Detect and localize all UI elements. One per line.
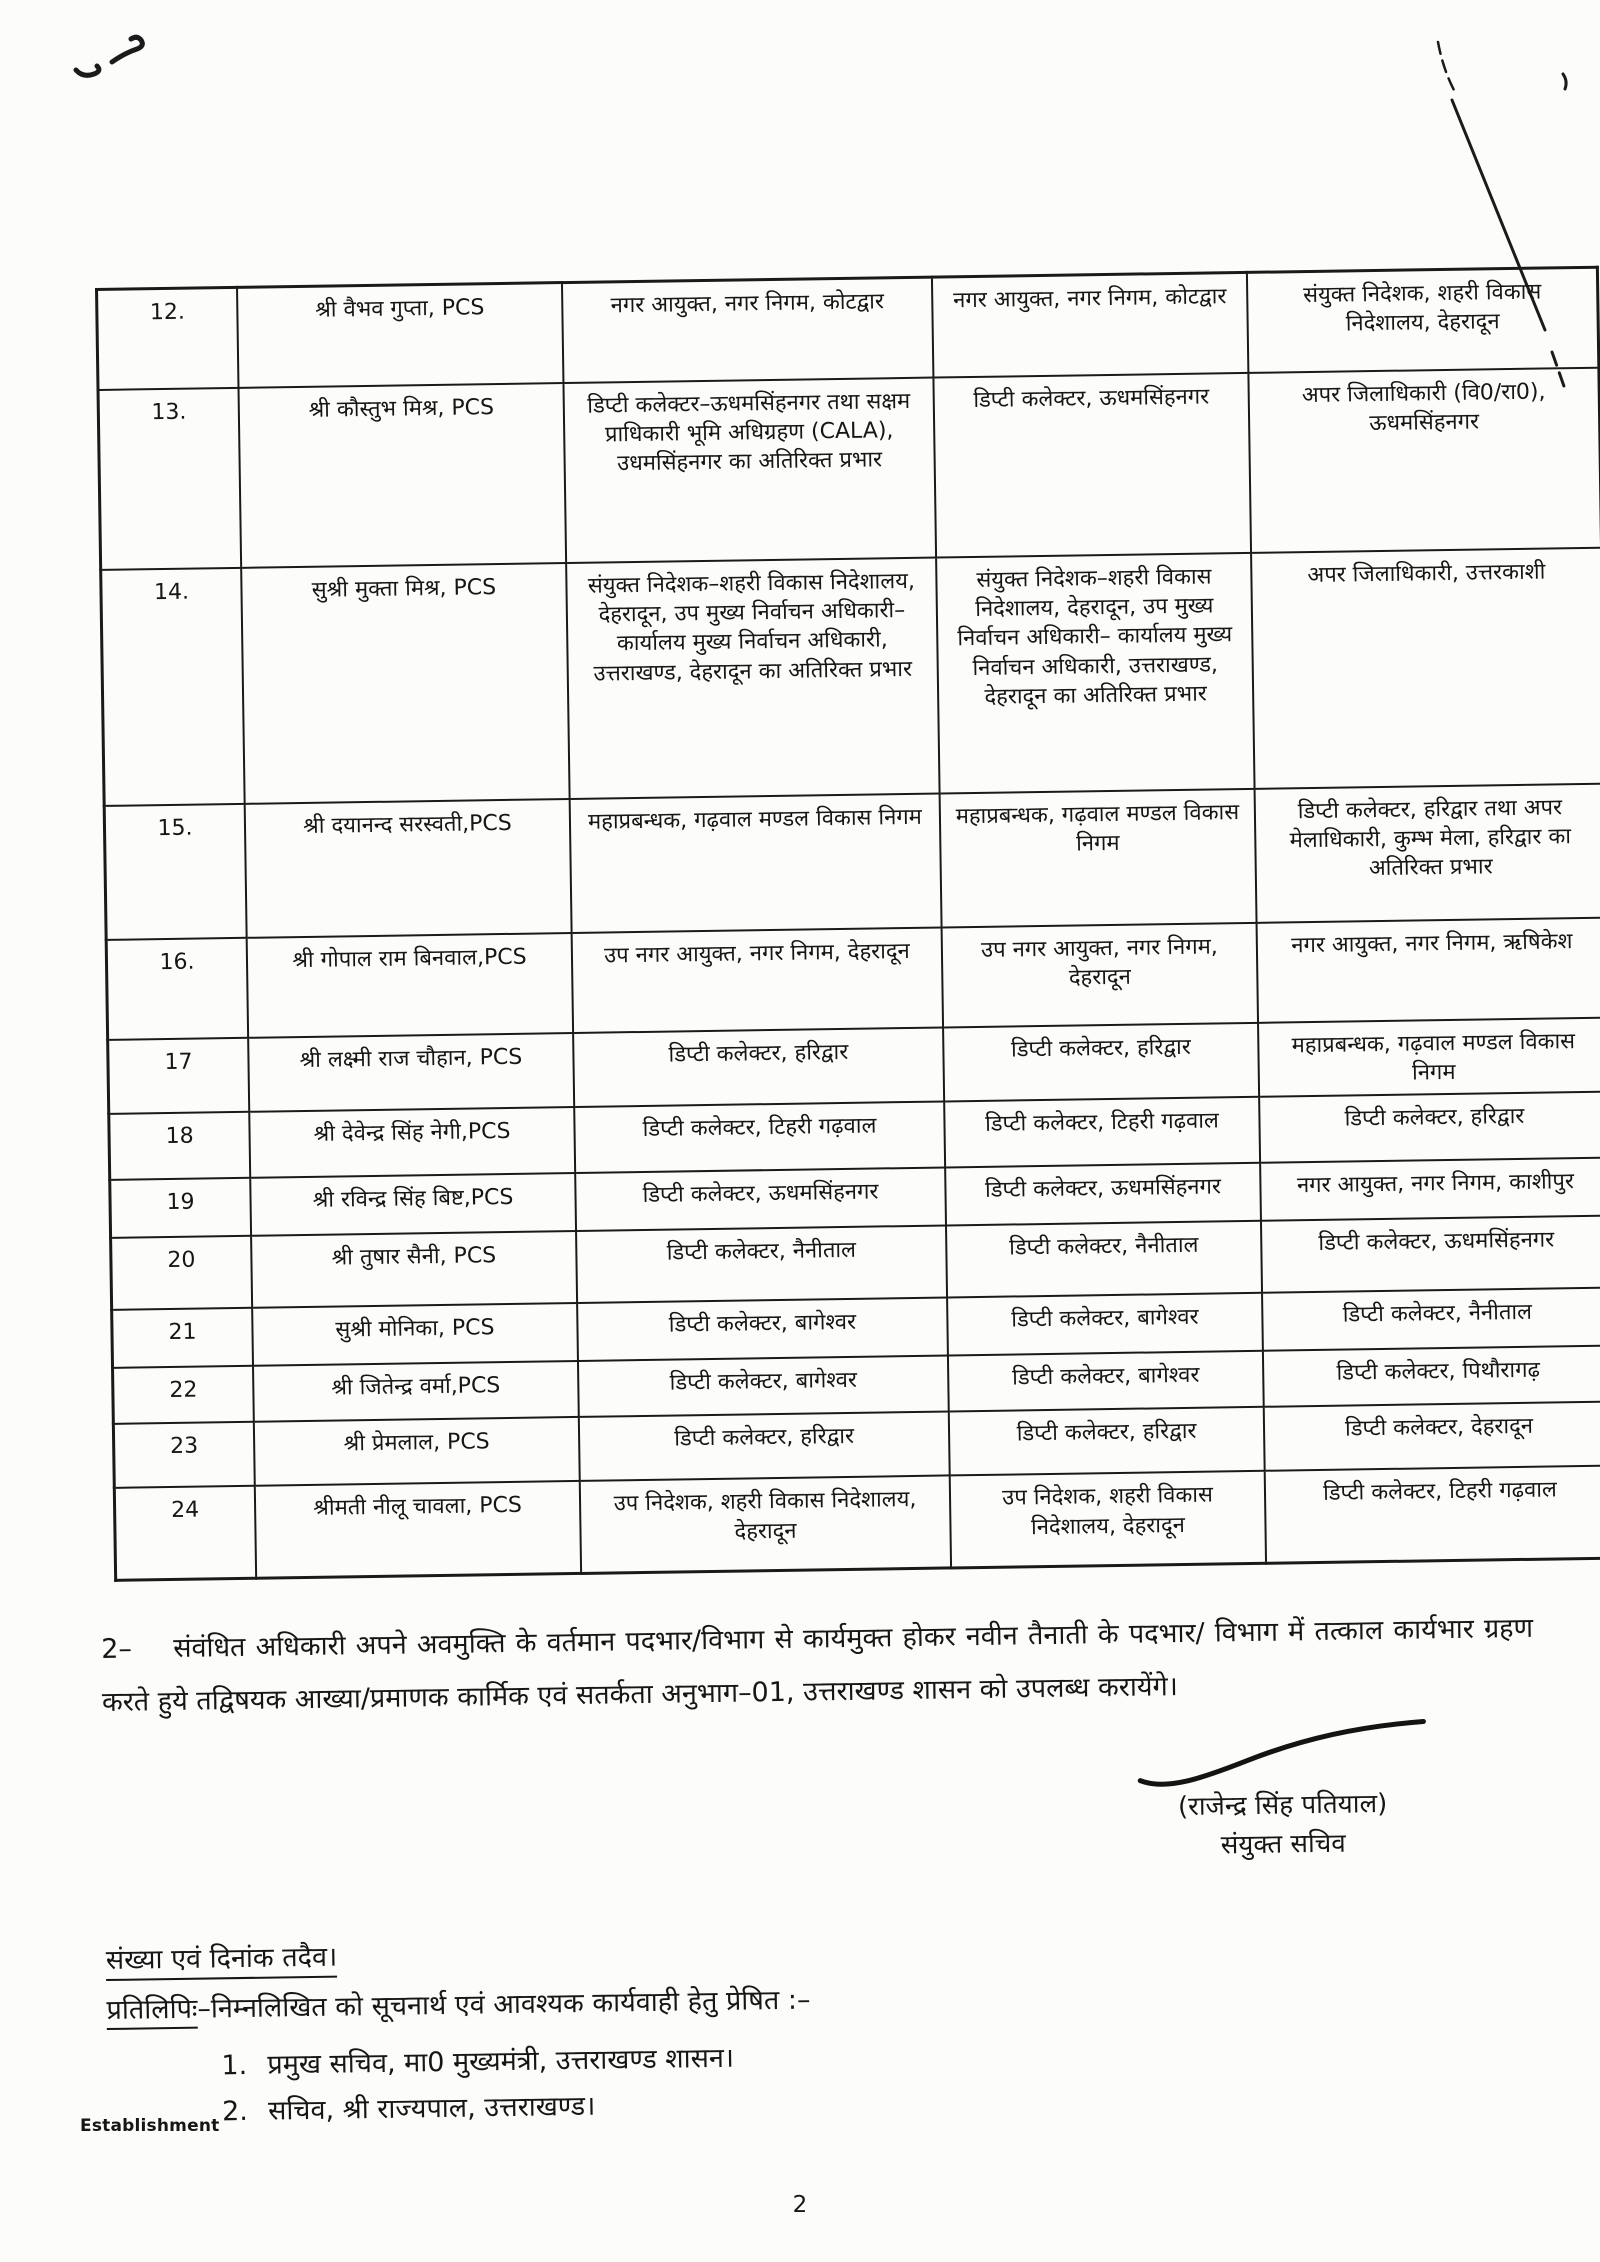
relieved-post-cell: महाप्रबन्धक, गढ़वाल मण्डल विकास निगम — [940, 788, 1257, 927]
officer-name-cell: श्रीमती नीलू चावला, PCS — [255, 1481, 581, 1578]
officer-name-cell: श्री लक्ष्मी राज चौहान, PCS — [248, 1032, 574, 1112]
relieved-post-cell: डिप्टी कलेक्टर, नैनीताल — [946, 1221, 1262, 1298]
current-post-cell: डिप्टी कलेक्टर, नैनीताल — [576, 1226, 947, 1303]
serial-cell: 13. — [98, 387, 241, 569]
current-post-cell: उप निदेशक, शहरी विकास निदेशालय, देहरादून — [580, 1476, 951, 1573]
table-row — [98, 367, 1600, 569]
new-post-cell: डिप्टी कलेक्टर, ऊधमसिंहनगर — [1261, 1216, 1600, 1293]
signature-block — [1116, 1714, 1448, 1867]
establishment-label: Establishment — [80, 2116, 220, 2136]
serial-cell: 20 — [111, 1236, 253, 1310]
current-post-cell: महाप्रबन्धक, गढ़वाल मण्डल विकास निगम — [570, 793, 942, 932]
relieved-post-cell: डिप्टी कलेक्टर, ऊधमसिंहनगर — [945, 1163, 1261, 1226]
new-post-cell: डिप्टी कलेक्टर, देहरादून — [1264, 1402, 1600, 1471]
serial-cell: 16. — [106, 937, 248, 1039]
current-post-cell: नगर आयुक्त, नगर निगम, कोटद्वार — [562, 277, 933, 382]
new-post-cell: नगर आयुक्त, नगर निगम, ऋषिकेश — [1257, 917, 1600, 1022]
table-row — [101, 547, 1600, 805]
officer-name-cell: श्री देवेन्द्र सिंह नेगी,PCS — [249, 1107, 575, 1178]
list-item-text: सचिव, श्री राज्यपाल, उत्तराखण्ड। — [267, 2090, 596, 2127]
officer-name-cell: श्री रविन्द्र सिंह बिष्ट,PCS — [250, 1173, 576, 1236]
new-post-cell: डिप्टी कलेक्टर, हरिद्वार तथा अपर मेलाधिकारी, कुम्भ मेला, हरिद्वार का अतिरिक्त प्रभार — [1255, 783, 1600, 922]
signatory-designation: संयुक्त सचिव — [1220, 1828, 1346, 1861]
serial-cell: 23 — [113, 1422, 254, 1488]
serial-cell: 17 — [108, 1037, 250, 1114]
list-item-number: 2. — [221, 2096, 249, 2128]
serial-cell: 12. — [97, 287, 239, 389]
new-post-cell: नगर आयुक्त, नगर निगम, काशीपुर — [1260, 1158, 1600, 1221]
paragraph-2 — [101, 1603, 1534, 1730]
paragraph-text: संवंधित अधिकारी अपने अवमुक्ति के वर्तमान पदभार/विभाग से कार्यमुक्त होकर नवीन तैनाती के पदभार/ विभाग में तत्काल कार्यभार ग्रहण करते हुये तद्विषयक आख्या/प्रमाणक कार्मिक एवं सतर्कता अनुभाग–01, उत्तराखण्ड शासन को उपलब्ध करायेंगे। — [101, 1612, 1534, 1718]
current-post-cell: डिप्टी कलेक्टर–ऊधमसिंहनगर तथा सक्षम प्राधिकारी भूमि अधिग्रहण (CALA), उधमसिंहनगर का अतिरिक्त प्रभार — [563, 377, 936, 562]
new-post-cell: डिप्टी कलेक्टर, पिथौरागढ़ — [1263, 1346, 1600, 1407]
serial-cell: 14. — [101, 567, 245, 805]
table-row — [104, 783, 1600, 939]
relieved-post-cell: उप निदेशक, शहरी विकास निदेशालय, देहरादून — [950, 1471, 1266, 1568]
copy-label: प्रतिलिपिः — [106, 1993, 197, 2029]
reference-line: संख्या एवं दिनांक तदैव। — [106, 1936, 338, 1980]
list-item-text: प्रमुख सचिव, मा0 मुख्यमंत्री, उत्तराखण्ड शासन। — [267, 2042, 735, 2081]
officer-name-cell: श्री जितेन्द्र वर्मा,PCS — [253, 1361, 579, 1422]
copy-recipient-list — [221, 2024, 1522, 2135]
officer-name-cell: श्री तुषार सैनी, PCS — [251, 1231, 577, 1308]
page-number: 2 — [792, 2192, 808, 2218]
relieved-post-cell: डिप्टी कलेक्टर, बागेश्वर — [947, 1293, 1263, 1356]
officer-name-cell: श्री दयानन्द सरस्वती,PCS — [245, 799, 572, 938]
document-content — [95, 267, 1576, 2137]
new-post-cell: डिप्टी कलेक्टर, नैनीताल — [1262, 1288, 1600, 1351]
officer-name-cell: श्री प्रेमलाल, PCS — [254, 1417, 580, 1486]
relieved-post-cell: डिप्टी कलेक्टर, बागेश्वर — [948, 1351, 1264, 1412]
officer-name-cell: श्री गोपाल राम बिनवाल,PCS — [247, 933, 573, 1038]
new-post-cell: डिप्टी कलेक्टर, टिहरी गढ़वाल — [1265, 1466, 1600, 1563]
apostrophe-mark — [1563, 74, 1566, 89]
relieved-post-cell: संयुक्त निदेशक–शहरी विकास निदेशालय, देहरादून, उप मुख्य निर्वाचन अधिकारी– कार्यालय मुख्य निर्वाचन अधिकारी, उत्तराखण्ड, देहरादून का अतिरिक्त प्रभार — [936, 552, 1254, 793]
serial-cell: 21 — [112, 1308, 253, 1368]
transfer-table — [95, 266, 1600, 1582]
relieved-post-cell: नगर आयुक्त, नगर निगम, कोटद्वार — [932, 272, 1248, 377]
current-post-cell: डिप्टी कलेक्टर, टिहरी गढ़वाल — [574, 1102, 945, 1173]
current-post-cell: डिप्टी कलेक्टर, हरिद्वार — [579, 1412, 950, 1481]
current-post-cell: डिप्टी कलेक्टर, ऊधमसिंहनगर — [575, 1168, 946, 1231]
serial-cell: 18 — [109, 1112, 250, 1180]
copy-rest: –निम्नलिखित को सूचनार्थ एवं आवश्यक कार्यवाही हेतु प्रेषित :– — [197, 1984, 811, 2025]
new-post-cell: अपर जिलाधिकारी (वि0/रा0), ऊधमसिंहनगर — [1248, 367, 1600, 552]
serial-cell: 15. — [104, 803, 246, 939]
new-post-cell: अपर जिलाधिकारी, उत्तरकाशी — [1251, 547, 1600, 788]
officer-name-cell: सुश्री मोनिका, PCS — [252, 1303, 578, 1366]
relieved-post-cell: डिप्टी कलेक्टर, हरिद्वार — [949, 1407, 1265, 1476]
relieved-post-cell: डिप्टी कलेक्टर, टिहरी गढ़वाल — [944, 1097, 1260, 1168]
handwritten-mark-right — [112, 37, 142, 62]
current-post-cell: डिप्टी कलेक्टर, हरिद्वार — [573, 1027, 944, 1107]
new-post-cell: महाप्रबन्धक, गढ़वाल मण्डल विकास निगम — [1258, 1017, 1600, 1097]
officer-name-cell: सुश्री मुक्ता मिश्र, PCS — [241, 563, 569, 804]
current-post-cell: डिप्टी कलेक्टर, बागेश्वर — [578, 1356, 949, 1417]
current-post-cell: डिप्टी कलेक्टर, बागेश्वर — [577, 1298, 948, 1361]
new-post-cell: संयुक्त निदेशक, शहरी विकास निदेशालय, देहरादून — [1247, 267, 1599, 372]
officer-name-cell: श्री कौस्तुभ मिश्र, PCS — [238, 383, 566, 568]
serial-cell: 24 — [114, 1486, 256, 1580]
handwritten-mark-left — [76, 66, 99, 75]
pen-hook-top-right — [1438, 42, 1456, 94]
list-item-number: 1. — [221, 2050, 248, 2082]
serial-cell: 22 — [113, 1366, 254, 1424]
relieved-post-cell: डिप्टी कलेक्टर, हरिद्वार — [943, 1022, 1259, 1102]
serial-cell: 19 — [110, 1178, 251, 1238]
signature-stroke — [1131, 1714, 1432, 1790]
copy-distribution-line — [106, 1970, 1520, 2031]
relieved-post-cell: उप नगर आयुक्त, नगर निगम, देहरादून — [942, 922, 1258, 1027]
relieved-post-cell: डिप्टी कलेक्टर, ऊधमसिंहनगर — [933, 372, 1251, 557]
paragraph-number: 2– — [100, 1633, 133, 1665]
signatory-name: (राजेन्द्र सिंह पतियाल) — [1177, 1788, 1388, 1822]
officer-name-cell: श्री वैभव गुप्ता, PCS — [237, 283, 563, 388]
current-post-cell: उप नगर आयुक्त, नगर निगम, देहरादून — [572, 927, 943, 1032]
new-post-cell: डिप्टी कलेक्टर, हरिद्वार — [1259, 1092, 1600, 1163]
current-post-cell: संयुक्त निदेशक–शहरी विकास निदेशालय, देहरादून, उप मुख्य निर्वाचन अधिकारी–कार्यालय मुख्य निर्वाचन अधिकारी, उत्तराखण्ड, देहरादून का अतिरिक्त प्रभार — [566, 557, 939, 798]
